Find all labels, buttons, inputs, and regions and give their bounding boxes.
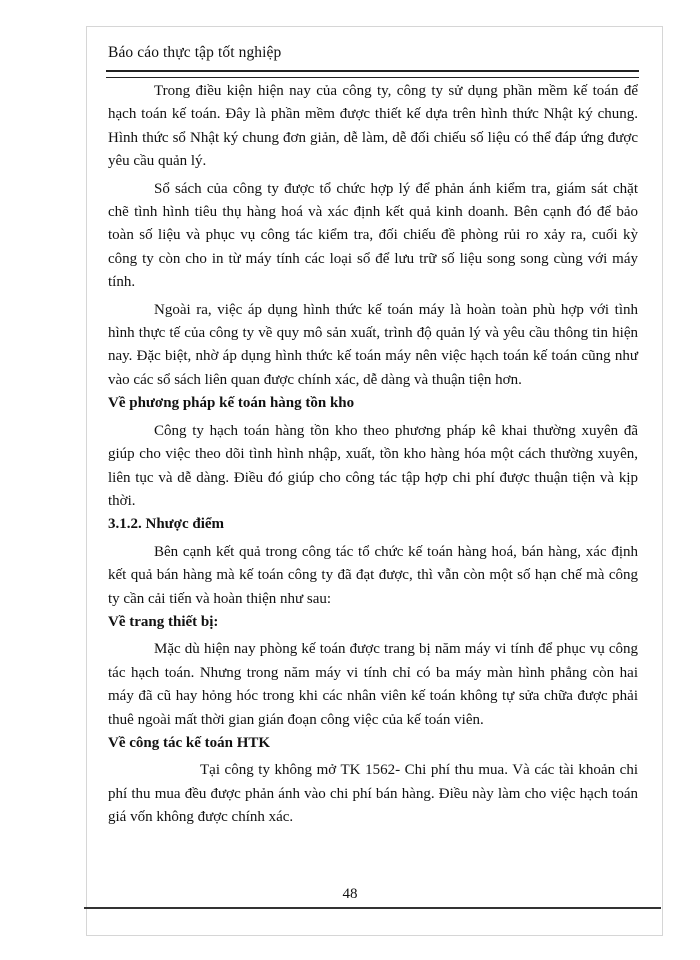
paragraph-bookkeeping: Sổ sách của công ty được tổ chức hợp lý để phản ánh kiểm tra, giám sát chặt chẽ tình hình tiêu thụ hàng hoá và xác định kết quả kinh doanh. Bên cạnh đó để bảo toàn số liệu và phục vụ công tác kiểm tra, đối chiếu đề phòng rủi ro xảy ra, cuối kỳ công ty còn cho in từ máy tính các loại sổ để lưu trữ số liệu song song cùng với máy tính.: [108, 180, 638, 291]
heading-equipment: Về trang thiết bị:: [108, 613, 219, 630]
page-number: 48: [342, 886, 358, 902]
paragraph-equipment: Mặc dù hiện nay phòng kế toán được trang bị năm máy vi tính để phục vụ công tác hạch toán. Nhưng trong năm máy vi tính chỉ có ba máy màn hình phẳng còn hai máy đã cũ hay hỏng hóc trong khi các nhân viên kế toán không tự sửa chữa được phải thuê ngoài mất thời gian gián đoạn công việc của kế toán viên.: [108, 641, 638, 728]
paragraph-weaknesses-intro: Bên cạnh kết quả trong công tác tổ chức kế toán hàng hoá, bán hàng, xác định kết quả bán hàng mà kế toán công ty đã đạt được, thì vẫn còn một số hạn chế mà công ty cần cải tiến và hoàn thiện như sau:: [108, 543, 638, 607]
heading-inventory-method: Về phương pháp kế toán hàng tồn kho: [108, 395, 355, 412]
paragraph-inventory-method: Công ty hạch toán hàng tồn kho theo phương pháp kê khai thường xuyên đã giúp cho việc theo dõi tình hình nhập, xuất, tồn kho hàng hóa một cách thường xuyên, liên tục và dễ dàng. Điều đó giúp cho công tác tập hợp chi phí được thuận tiện và kịp thời.: [108, 422, 638, 509]
paragraph-machine-accounting: Ngoài ra, việc áp dụng hình thức kế toán máy là hoàn toàn phù hợp với tình hình thực tế của công ty về quy mô sản xuất, trình độ quản lý và yêu cầu thông tin hiện nay. Đặc biệt, nhờ áp dụng hình thức kế toán máy nên việc hạch toán kế toán cũng như vào các sổ sách liên quan được chính xác, dễ dàng và thuận tiện hơn.: [108, 301, 638, 388]
footer-rule: [84, 907, 661, 909]
paragraph-purchase-cost: Tại công ty không mở TK 1562- Chi phí thu mua. Và các tài khoản chi phí thu mua đều được phản ánh vào chi phí bán hàng. Điều này làm cho việc hạch toán giá vốn không được chính xác.: [108, 762, 638, 826]
heading-inventory-accounting: Về công tác kế toán HTK: [108, 734, 271, 751]
document-body: [108, 80, 638, 830]
heading-weaknesses: 3.1.2. Nhược điểm: [108, 516, 225, 533]
paragraph-accounting-software: Trong điều kiện hiện nay của công ty, công ty sử dụng phần mềm kế toán để hạch toán kế toán. Đây là phần mềm được thiết kế dựa trên hình thức Nhật ký chung. Hình thức sổ Nhật ký chung đơn giản, dễ làm, dễ đối chiếu số liệu có thể đáp ứng được yêu cầu quản lý.: [108, 83, 638, 170]
running-header: Báo cáo thực tập tốt nghiệp: [108, 44, 282, 61]
header-rule: [106, 70, 639, 78]
